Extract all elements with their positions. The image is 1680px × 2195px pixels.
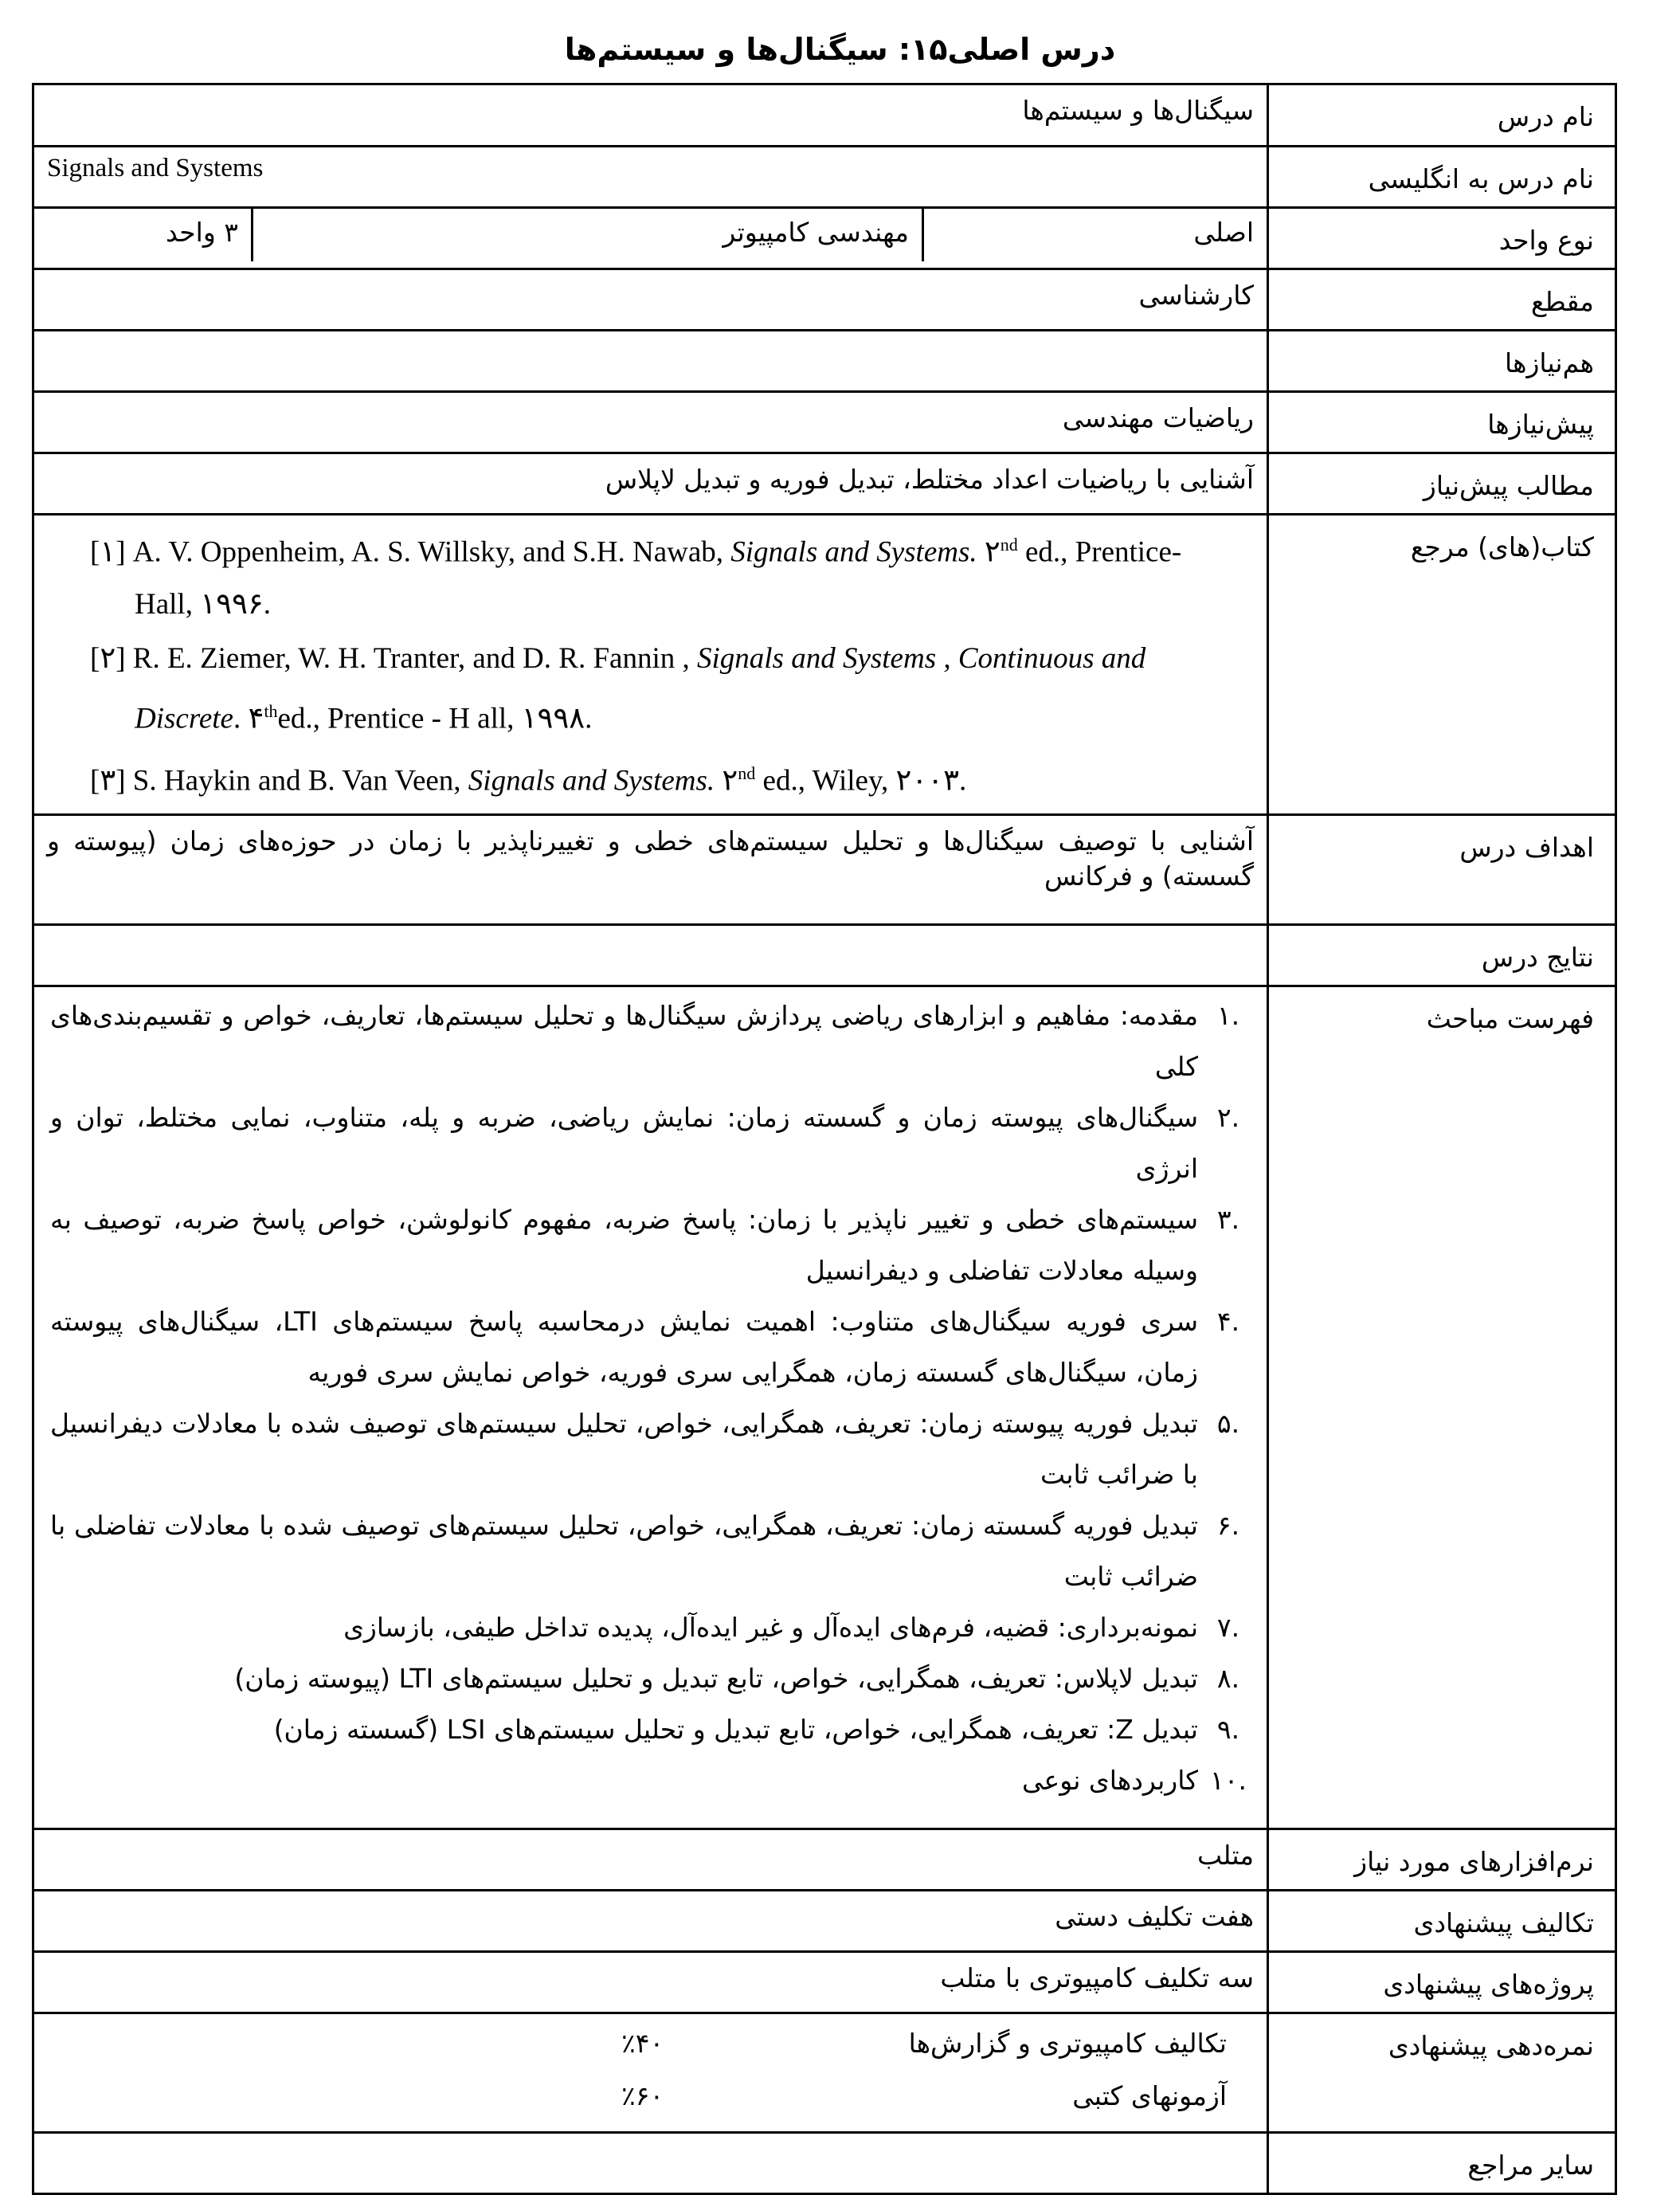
row-assignments (33, 1890, 1616, 1951)
outcomes-value (33, 924, 1268, 986)
unit-type-value: اصلی (1193, 217, 1254, 248)
assignments-value: هفت تکلیف دستی (33, 1890, 1268, 1951)
grade-item: تکالیف کامپیوتری و گزارش‌ها ٪۴۰ (621, 2027, 1227, 2059)
references-label: کتاب(های) مرجع (1268, 515, 1616, 815)
row-unit-type (33, 208, 1616, 269)
assignments-label: تکالیف پیشنهادی (1268, 1890, 1616, 1951)
software-label: نرم‌افزارهای مورد نیاز (1268, 1829, 1616, 1890)
topic-item: .۶ تبدیل فوریه گسسته زمان: تعریف، همگرایی، خواص، تحلیل سیستم‌های توصیف شده با معادلات تفاضلی با ضرائب ثابت (50, 1509, 1240, 1592)
topic-item: .۲ سیگنال‌های پیوسته زمان و گسسته زمان: نمایش ریاضی، ضربه و پله، متناوب، نمایی مختلط، توان و انرژی (50, 1101, 1240, 1184)
page-title: درس اصلی۱۵: سیگنال‌ها و سیستم‌ها (564, 32, 1116, 67)
row-course-name (33, 84, 1616, 147)
row-corequisites (33, 331, 1616, 392)
row-other-refs (33, 2132, 1616, 2193)
row-projects (33, 1951, 1616, 2013)
projects-label: پروژه‌های پیشنهادی (1268, 1951, 1616, 2013)
field-value: مهندسی کامپیوتر (251, 209, 924, 261)
english-name-label: نام درس به انگلیسی (1268, 147, 1616, 208)
topics-label: فهرست مباحث (1268, 986, 1616, 1829)
course-name-label: نام درس (1268, 84, 1616, 147)
reference-item: [۳] S. Haykin and B. Van Veen, Signals and Systems. ۲nd ed., Wiley, ۲۰۰۳. (90, 762, 967, 797)
course-table (32, 83, 1617, 2195)
topics-value (33, 986, 1268, 1829)
prereq-topics-label: مطالب پیش‌نیاز (1268, 453, 1616, 515)
topic-item: .۱ مقدمه: مفاهیم و ابزارهای ریاضی پردازش سیگنال‌ها و تحلیل سیستم‌ها، تعاریف، خواص و تقسیم‌بندی‌های کلی (50, 999, 1240, 1082)
level-value: کارشناسی (33, 269, 1268, 331)
other-refs-value (33, 2132, 1268, 2193)
row-software (33, 1829, 1616, 1890)
row-prereq-topics (33, 453, 1616, 515)
units-value: ۳ واحد (165, 217, 238, 248)
row-references (33, 515, 1616, 815)
course-name-value: سیگنال‌ها و سیستم‌ها (33, 84, 1268, 147)
outcomes-label: نتایج درس (1268, 924, 1616, 986)
reference-item: [۱] A. V. Oppenheim, A. S. Willsky, and S.H. Nawab, Signals and Systems. ۲nd ed., Prentice- Hall, ۱۹۹۶. (90, 535, 1182, 621)
level-label: مقطع (1268, 269, 1616, 331)
topic-item: .۳ سیستم‌های خطی و تغییر ناپذیر با زمان: پاسخ ضربه، مفهوم کانولوشن، خواص پاسخ ضربه، توصیف به وسیله معادلات تفاضلی و دیفرانسیل (50, 1203, 1240, 1286)
prerequisites-label: پیش‌نیازها (1268, 392, 1616, 453)
prereq-topics-value: آشنایی با ریاضیات اعداد مختلط، تبدیل فوریه و تبدیل لاپلاس (33, 453, 1268, 515)
row-prerequisites (33, 392, 1616, 453)
grade-item: آزمونهای کتبی ٪۶۰ (621, 2079, 1227, 2111)
topic-item: .۵ تبدیل فوریه پیوسته زمان: تعریف، همگرایی، خواص، تحلیل سیستم‌های توصیف شده با معادلات دیفرانسیل با ضرائب ثابت (50, 1407, 1240, 1490)
corequisites-value (33, 331, 1268, 392)
topic-item: .۴ سری فوریه سیگنال‌های متناوب: اهمیت نمایش درمحاسبه پاسخ سیستم‌های LTI، سیگنال‌های پیوسته زمان، سیگنال‌های گسسته زمان، همگرایی سری فوریه، خواص نمایش سری فوریه (50, 1305, 1240, 1388)
other-refs-label: سایر مراجع (1268, 2132, 1616, 2193)
row-objectives (33, 814, 1616, 924)
unit-type-cells (33, 208, 1268, 269)
row-outcomes (33, 924, 1616, 986)
corequisites-label: هم‌نیازها (1268, 331, 1616, 392)
topic-item: .۹ تبدیل Z: تعریف، همگرایی، خواص، تابع تبدیل و تحلیل سیستم‌های LSI (گسسته زمان) (273, 1713, 1240, 1745)
references-value (33, 515, 1268, 815)
prerequisites-value: ریاضیات مهندسی (33, 392, 1268, 453)
objectives-label: اهداف درس (1268, 814, 1616, 924)
grading-label: نمره‌دهی پیشنهادی (1268, 2013, 1616, 2132)
english-name-value: Signals and Systems (33, 147, 1268, 208)
grading-value (33, 2013, 1268, 2132)
row-level (33, 269, 1616, 331)
projects-value: سه تکلیف کامپیوتری با متلب (33, 1951, 1268, 2013)
topic-item: .۷ نمونه‌برداری: قضیه، فرم‌های ایده‌آل و غیر ایده‌آل، پدیده تداخل طیفی، بازسازی (343, 1611, 1240, 1643)
objectives-value: آشنایی با توصیف سیگنال‌ها و تحلیل سیستم‌های خطی و تغییرناپذیر با زمان در حوزه‌های زمان (پیوسته و گسسته) و فرکانس (33, 814, 1268, 924)
row-topics (33, 986, 1616, 1829)
topic-item: .۱۰ کاربردهای نوعی (1022, 1764, 1247, 1796)
row-grading (33, 2013, 1616, 2132)
topic-item: .۸ تبدیل لاپلاس: تعریف، همگرایی، خواص، تابع تبدیل و تحلیل سیستم‌های LTI (پیوسته زمان) (234, 1662, 1240, 1694)
software-value: متلب (33, 1829, 1268, 1890)
row-english-name (33, 147, 1616, 208)
reference-item: [۲] R. E. Ziemer, W. H. Tranter, and D. R. Fannin , Signals and Systems , Continuous and Discrete. ۴thed., Prentice - H all, ۱۹۹۸. (90, 642, 1146, 735)
unit-type-label: نوع واحد (1268, 208, 1616, 269)
